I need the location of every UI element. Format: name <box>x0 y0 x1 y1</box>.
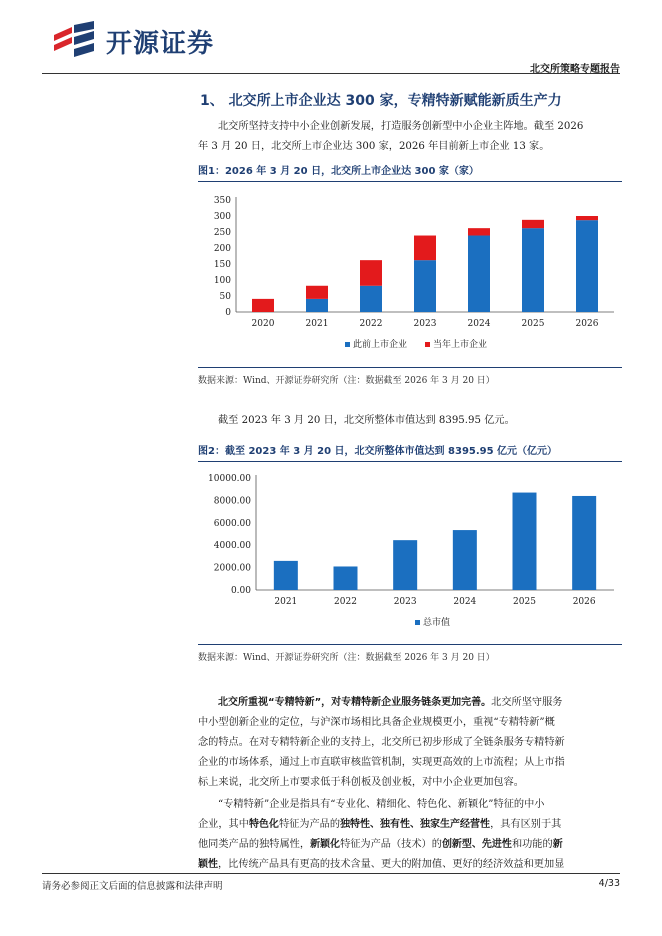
p2-text: 特征为产品的 <box>278 819 341 830</box>
p2-bold: 独特性、独有性、独家生产经营性 <box>340 819 491 830</box>
p2-text: ，具有区别于其 <box>490 819 562 830</box>
legend-label: 此前上市企业 <box>353 340 408 350</box>
y-tick-label: 4000.00 <box>213 541 251 552</box>
y-tick-label: 350 <box>213 196 231 206</box>
bar <box>572 496 596 590</box>
figure2-title: 图2：截至 2023 年 3 月 20 日，北交所整体市值达到 8395.95 亿元（亿元） <box>198 446 558 457</box>
body-paragraph-1 <box>198 693 622 793</box>
figure2-source: 数据来源：Wind、开源证券研究所（注：数据截至 2026 年 3 月 20 日） <box>198 653 495 663</box>
x-tick-label: 2023 <box>413 319 437 329</box>
x-tick-label: 2023 <box>393 597 417 607</box>
p2-line: “专精特新”企业是指具有“专业化、精细化、特色化、新颖化”特征的中小 <box>218 799 545 810</box>
bar <box>513 493 537 590</box>
y-tick-label: 50 <box>219 292 231 302</box>
p1-line: 中小型创新企业的定位，与沪深市场相比具备企业规模更小，重视“专精特新”概 <box>198 717 555 728</box>
legend-label: 当年上市企业 <box>433 340 488 350</box>
company-logo <box>50 20 250 62</box>
figure1-chart <box>198 186 622 366</box>
x-tick-label: 2025 <box>521 319 545 329</box>
p2-bold: 新颖化 <box>310 839 341 850</box>
x-tick-label: 2024 <box>467 319 491 329</box>
figure1-source: 数据来源：Wind、开源证券研究所（注：数据截至 2026 年 3 月 20 日） <box>198 376 495 386</box>
intro-line: 北交所坚持支持中小企业创新发展，打造服务创新型中小企业主阵地。截至 2026 <box>218 121 584 132</box>
p1-line: 企业的市场体系，通过上市直联审核监管机制，实现更高效的上市流程；从上市指 <box>198 757 565 768</box>
figure2-chart <box>198 466 622 642</box>
p2-bold: 创新型、先进性 <box>441 839 512 850</box>
p2-text: 和功能的 <box>511 839 553 850</box>
y-tick-label: 2000.00 <box>213 563 251 574</box>
x-tick-label: 2022 <box>359 319 383 329</box>
bar <box>360 260 382 286</box>
bar <box>414 236 436 261</box>
footer-divider <box>42 873 620 874</box>
market-cap-text <box>198 411 622 431</box>
bar <box>576 216 598 220</box>
bar <box>252 299 274 312</box>
x-tick-label: 2021 <box>274 597 298 607</box>
intro-line: 年 3 月 20 日，北交所上市企业达 300 家，2026 年目前新上市企业 13 家。 <box>198 141 550 152</box>
bar <box>576 220 598 312</box>
bar <box>522 220 544 228</box>
footer-disclaimer: 请务必参阅正文后面的信息披露和法律声明 <box>42 881 223 892</box>
bar <box>522 228 544 312</box>
intro-paragraph <box>198 117 622 157</box>
bar <box>468 228 490 235</box>
x-tick-label: 2020 <box>251 319 275 329</box>
section-title: 1、 北交所上市企业达 300 家，专精特新赋能新质生产力 <box>200 93 562 109</box>
p1-text: 北交所坚守服务 <box>491 697 563 708</box>
figure2-bottom-rule <box>198 644 622 645</box>
p1-line: 念的特点。在对专精特新企业的支持上，北交所已初步形成了全链条服务专精特新 <box>198 737 565 748</box>
x-tick-label: 2021 <box>305 319 329 329</box>
figure2-top-rule <box>198 461 622 462</box>
p2-bold: 新 <box>552 839 563 850</box>
y-tick-label: 8000.00 <box>213 496 251 507</box>
bar <box>414 260 436 312</box>
p2-bold: 颖性 <box>198 859 218 870</box>
x-tick-label: 2024 <box>453 597 477 607</box>
p2-text: 企业，其中 <box>198 819 249 830</box>
y-tick-label: 300 <box>213 212 231 222</box>
bar <box>274 561 298 590</box>
y-tick-label: 0.00 <box>230 586 251 596</box>
y-tick-label: 6000.00 <box>213 518 251 529</box>
body-paragraph-2 <box>198 795 622 875</box>
bar <box>306 299 328 312</box>
x-tick-label: 2026 <box>575 319 599 329</box>
y-tick-label: 200 <box>213 244 231 254</box>
legend-label: 总市值 <box>423 618 451 628</box>
x-tick-label: 2022 <box>334 597 357 607</box>
legend-swatch <box>425 342 430 347</box>
p2-text: ，比传统产品具有更高的技术含量、更大的附加值、更好的经济效益和更加显 <box>218 859 565 870</box>
p2-text: 他同类产品的独特属性， <box>198 839 311 850</box>
y-tick-label: 0 <box>225 308 231 318</box>
bar <box>453 530 477 590</box>
x-tick-label: 2026 <box>572 597 596 607</box>
legend-swatch <box>415 620 420 625</box>
y-tick-label: 10000.00 <box>208 474 251 484</box>
bar <box>393 540 417 590</box>
x-tick-label: 2025 <box>513 597 536 607</box>
p2-text: 特征为产品（技术）的 <box>340 839 442 850</box>
report-type: 北交所策略专题报告 <box>530 64 620 75</box>
header-divider <box>42 73 620 74</box>
bar <box>360 286 382 312</box>
figure1-title: 图1：2026 年 3 月 20 日，北交所上市企业达 300 家（家） <box>198 166 479 177</box>
figure1-top-rule <box>198 181 622 182</box>
y-tick-label: 100 <box>213 276 231 286</box>
figure1-bottom-rule <box>198 367 622 368</box>
bar <box>306 286 328 299</box>
bar <box>334 566 358 590</box>
market-cap-line: 截至 2023 年 3 月 20 日，北交所整体市值达到 8395.95 亿元。 <box>218 415 515 426</box>
y-tick-label: 250 <box>213 228 231 238</box>
y-tick-label: 150 <box>213 260 231 270</box>
logo-text: 开源证券 <box>106 28 215 59</box>
p1-line: 标上来说，北交所上市要求低于科创板及创业板，对中小企业更加包容。 <box>198 777 524 788</box>
logo-mark-icon <box>50 21 100 61</box>
p1-lead: 北交所重视“专精特新”，对专精特新企业服务链条更加完善。 <box>218 697 492 708</box>
page-number: 4/33 <box>598 878 620 889</box>
p2-bold: 特色化 <box>248 819 279 830</box>
legend-swatch <box>345 342 350 347</box>
bar <box>468 236 490 312</box>
